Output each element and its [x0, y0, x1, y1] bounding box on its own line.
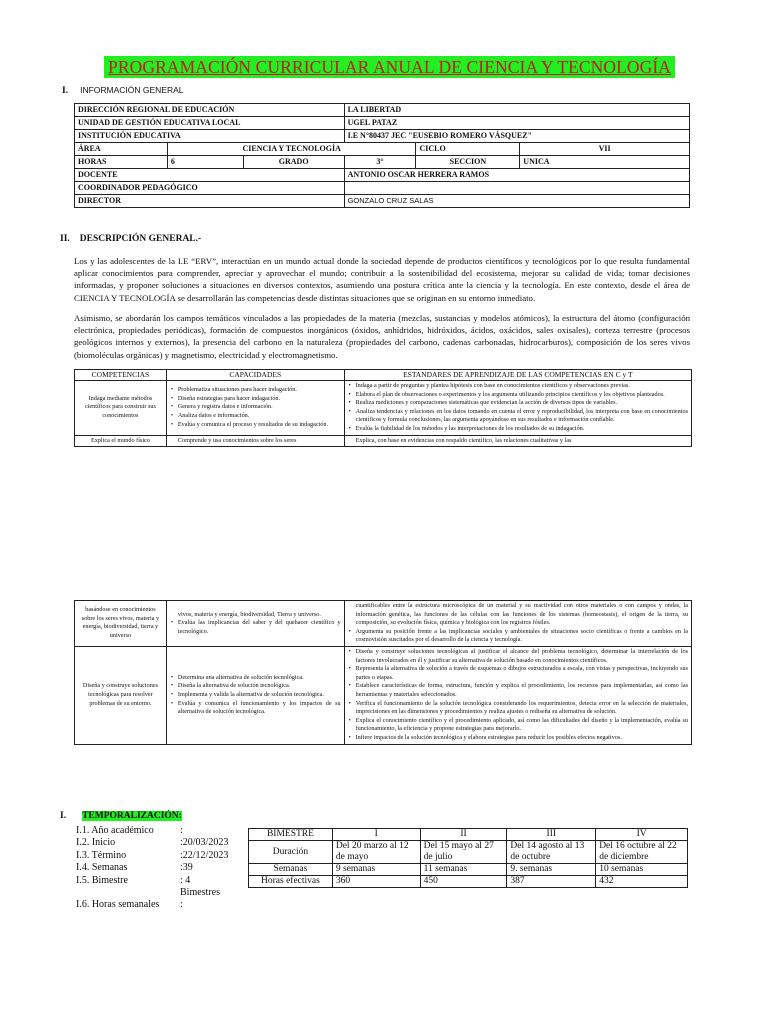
- capacidades-cell: [166, 646, 344, 744]
- description-paragraph-1: Los y las adolescentes de la I.E “ERV”, interactúan en un mundo actual donde la sociedad depende de productos científicos y tecnológicos por lo que resulta fundamental aplicar conocimientos para comprender, apreciar y aprovechar el mundo; contribuir a la sostenibilidad del ecosistema, mejorar su calidad de vida; tomar decisiones informadas, y proponer soluciones a situaciones en diversos contextos, asumiendo una postura crítica ante la ciencia y la tecnología. En este contexto, desde el área de CIENCIA Y TECNOLOGÍA se desarrollarán las competencias desde distintas situaciones que se originan en su entorno inmediato.: [74, 256, 690, 303]
- table-cell: Del 16 octubre al 22 de diciembre: [596, 841, 688, 864]
- list-item: • Implementa y valida la alternativa de solución tecnológica.: [178, 691, 341, 700]
- list-item: • Establece características de forma, estructura, función y explica el procedimiento, los recursos para implementarlas, así como las herramientas y materiales seleccionados.: [356, 682, 688, 699]
- list-item: • Argumenta su posición frente a las implicancias sociales y ambientales de situaciones socio científicas o frente a cambios en la cosmovisión suscitados por el desarrollo de la ciencia y tecnología.: [356, 628, 688, 645]
- list-item: • Comprende y usa conocimientos sobre los seres: [178, 437, 341, 446]
- ciclo-label: CICLO: [416, 143, 520, 156]
- section-number: I.: [60, 811, 67, 821]
- table-row: [75, 435, 692, 447]
- ugel-value: UGEL PATAZ: [344, 117, 689, 130]
- section-3-heading: [60, 811, 182, 821]
- list-item: • Evalúa y comunica el funcionamiento y los impactos de su alternativa de solución tecnológica.: [178, 700, 341, 717]
- table-row: [249, 864, 688, 876]
- temporal-key: I.5. Bimestre: [76, 874, 128, 886]
- column-header-competencias: COMPETENCIAS: [75, 370, 167, 381]
- table-cell: 11 semanas: [420, 864, 507, 876]
- table-row: [75, 156, 690, 169]
- estandares-cell: [344, 435, 691, 447]
- list-item: [76, 850, 229, 862]
- table-row: [75, 117, 690, 130]
- temporal-value: :22/12/2023: [180, 849, 229, 861]
- column-header: III: [507, 829, 596, 841]
- docente-label: DOCENTE: [75, 169, 345, 182]
- table-cell: Del 15 mayo al 27 de julio: [420, 841, 507, 864]
- table-cell: 360: [332, 876, 420, 888]
- list-item: • Analiza tendencias y relaciones en los datos tomando en cuenta el error y reproducibilidad, los interpreta con base en conocimientos científicos y formula conclusiones, las argumenta apoyándose en sus resultados e información confiable.: [356, 408, 688, 425]
- area-label: ÁREA: [75, 143, 168, 156]
- list-item: • Elabora el plan de observaciones o experimentos y los argumenta utilizando principios científicos y los objetivos planteados.: [356, 391, 688, 400]
- estandares-cell: [344, 646, 691, 744]
- table-row: [75, 195, 690, 208]
- bimestre-table: [248, 828, 688, 888]
- table-header-row: [75, 370, 692, 381]
- temporal-value: : 4 Bimestres: [180, 874, 220, 899]
- table-row: [75, 381, 692, 436]
- capacidades-cell: [166, 381, 344, 436]
- coordinador-label: COORDINADOR PEDAGÓGICO: [75, 182, 345, 195]
- table-cell: Del 20 marzo al 12 de mayo: [332, 841, 420, 864]
- director-value: GONZALO CRUZ SALAS: [344, 195, 689, 208]
- list-item: [76, 862, 229, 874]
- table-cell: 10 semanas: [596, 864, 688, 876]
- seccion-value: UNICA: [520, 156, 690, 169]
- column-header-capacidades: CAPACIDADES: [166, 370, 344, 381]
- ugel-label: UNIDAD DE GESTIÓN EDUCATIVA LOCAL: [75, 117, 345, 130]
- table-row: [249, 841, 688, 864]
- list-item: • Determina una alternativa de solución tecnológica.: [178, 674, 341, 683]
- horas-value: 6: [167, 156, 243, 169]
- director-label: DIRECTOR: [75, 195, 345, 208]
- dre-value: LA LIBERTAD: [344, 104, 689, 117]
- table-cell: Del 14 agosto al 13 de octubre: [507, 841, 596, 864]
- ciclo-value: VII: [520, 143, 690, 156]
- column-header: II: [420, 829, 507, 841]
- temporal-value: :39: [180, 862, 193, 874]
- list-item: • Genera y registra datos e información.: [178, 403, 341, 412]
- table-header-row: [249, 829, 688, 841]
- list-item: • Evalúa y comunica el proceso y resultados de su indagación.: [178, 421, 341, 430]
- table-row: [75, 601, 692, 647]
- competencia-cell: Diseña y construye soluciones tecnológicas para resolver problemas de su entorno.: [75, 646, 167, 744]
- column-header-estandares: ESTANDARES DE APRENDIZAJE DE LAS COMPETENCIAS EN C y T: [344, 370, 691, 381]
- description-paragraph-2: Asimismo, se abordarán los campos temáticos vinculados a las propiedades de la materia (mezclas, sustancias y modelos atómicos), la estructura del átomo (configuración electrónica, propiedades periódicas), formación de compuestos inorgánicos (óxidos, anhídridos, hidróxidos, ácidos, oxácidos, sales oxisales), corteza terrestre (procesos geológicos internos y externos), la presencia del carbono en la naturaleza (propiedades del carbono, cadenas carbonadas, hidrocarburos), composición de los seres vivos (biomoléculas orgánicas) y magnetismo, electricidad y electromagnetismo.: [74, 313, 690, 360]
- list-item: • Problematiza situaciones para hacer indagación.: [178, 386, 341, 395]
- temporal-key: I.1. Año académico: [76, 825, 154, 836]
- estandares-cell: [344, 381, 691, 436]
- list-item: • Verifica el funcionamiento de la solución tecnológica considerando los requerimientos, detecta error en la selección de materiales, imprecisiones en las dimensiones y procedimientos y realiza ajustes o rediseña su alternativa de solución.: [356, 700, 688, 717]
- temporal-value: :20/03/2023: [180, 837, 229, 849]
- list-item: • Representa la alternativa de solución a través de esquemas o dibujos estructurados a escala, con vistas y perspectivas, incluyendo sus partes o etapas.: [356, 665, 688, 682]
- area-value: CIENCIA Y TECNOLOGÍA: [167, 143, 416, 156]
- temporal-key: I.6. Horas semanales: [76, 899, 160, 911]
- competencies-table-part-2: [74, 600, 692, 745]
- document-title: PROGRAMACIÓN CURRICULAR ANUAL DE CIENCIA Y TECNOLOGÍA: [104, 56, 675, 78]
- competencia-cell: Explica el mundo físico: [75, 435, 167, 447]
- section-number: II.: [60, 234, 70, 244]
- docente-value: ANTONIO OSCAR HERRERA RAMOS: [344, 169, 689, 182]
- temporal-value: :: [180, 825, 183, 836]
- table-row: [75, 646, 692, 744]
- list-item: • Evalúa la fiabilidad de los métodos y las interpretaciones de los resultados de su indagación.: [356, 425, 688, 434]
- capacidades-lead: vivos, materia y energía, biodiversidad, Tierra y universo.: [177, 610, 321, 618]
- estandares-cell: [344, 601, 691, 647]
- list-item: • Diseña estrategias para hacer indagación.: [178, 395, 341, 404]
- table-row: [249, 876, 688, 888]
- temporalization-list: [76, 825, 229, 912]
- competencia-cell: basándose en conocimientos sobre los seres vivos, materia y energía, biodiversidad, tierra y universo: [75, 601, 167, 647]
- competencies-table-part-1: [74, 369, 692, 447]
- capacidades-cell: [166, 601, 344, 647]
- table-row: [75, 143, 690, 156]
- capacidades-cell: [166, 435, 344, 447]
- table-row: [75, 104, 690, 117]
- section-label: TEMPORALIZACIÓN:: [82, 811, 182, 821]
- list-item: • Analiza datos e información.: [178, 412, 341, 421]
- coordinador-value: [344, 182, 689, 195]
- column-header: BIMESTRE: [249, 829, 333, 841]
- column-header: IV: [596, 829, 688, 841]
- table-cell: 387: [507, 876, 596, 888]
- table-cell: 450: [420, 876, 507, 888]
- table-cell: 9. semanas: [507, 864, 596, 876]
- table-cell: 432: [596, 876, 688, 888]
- list-item: • Realiza mediciones y comparaciones sistemáticas que evidencian la acción de diversos tipos de variables.: [356, 399, 688, 408]
- grado-label: GRADO: [243, 156, 344, 169]
- section-number: I.: [62, 86, 69, 96]
- list-item: • Indaga a partir de preguntas y plantea hipótesis con base en conocimientos científicos y observaciones previas.: [356, 382, 688, 391]
- horas-label: HORAS: [75, 156, 168, 169]
- table-cell: 9 semanas: [332, 864, 420, 876]
- list-item: • Explica el conocimiento científico y el procedimiento aplicado, así como las dificultades del diseño y la implementación, evalúa su funcionamiento, la eficiencia y propone estrategias para mejorarlo.: [356, 717, 688, 734]
- table-row: [75, 169, 690, 182]
- temporal-key: I.3. Término: [76, 849, 127, 861]
- list-item: • Diseña y construye soluciones tecnológicas al justificar el alcance del problema tecnológico, determinar la interrelación de los factores involucrados en él y justificar su alternativa de solución basado en conocimientos científicos.: [356, 648, 688, 665]
- temporal-key: I.2. Inicio: [76, 837, 116, 849]
- list-item: • Evalúa las implicancias del saber y del quehacer científico y tecnológico.: [178, 619, 341, 636]
- section-label: INFORMACIÓN GENERAL: [80, 85, 184, 95]
- row-label: Duración: [249, 841, 333, 864]
- temporal-key: I.4. Semanas: [76, 862, 128, 874]
- ie-label: INSTITUCIÓN EDUCATIVA: [75, 130, 345, 143]
- estandares-lead: cuantificables entre la estructura microscópica de un material y su reactividad con otros materiales o con campos y ondas, la información genética, las funciones de las células con las funciones de los sistemas (homeostasis), el origen de la tierra, su composición, su evolución física, química y biológica con los registros fósiles.: [355, 602, 688, 627]
- section-2-heading: [60, 234, 201, 244]
- table-row: [75, 130, 690, 143]
- section-label: DESCRIPCIÓN GENERAL.-: [79, 234, 202, 244]
- seccion-label: SECCION: [416, 156, 520, 169]
- list-item: [76, 837, 229, 849]
- list-item: • Infiere impactos de la solución tecnológica y elabora estrategias para reducir los posibles efectos negativos.: [356, 734, 688, 743]
- list-item: [76, 825, 229, 837]
- dre-label: DIRECCIÓN REGIONAL DE EDUCACIÓN: [75, 104, 345, 117]
- ie-value: I.E N°80437 JEC "EUSEBIO ROMERO VÁSQUEZ": [344, 130, 689, 143]
- row-label: Semanas: [249, 864, 333, 876]
- list-item: [76, 875, 229, 900]
- row-label: Horas efectivas: [249, 876, 333, 888]
- competencia-cell: Indaga mediante métodos científicos para construir sus conocimientos: [75, 381, 167, 436]
- section-1-heading: [62, 85, 184, 96]
- column-header: I: [332, 829, 420, 841]
- list-item: • Explica, con base en evidencias con respaldo científico, las relaciones cualitativas y las: [356, 437, 688, 446]
- temporal-value: :: [180, 899, 183, 911]
- table-row: [75, 182, 690, 195]
- grado-value: 3°: [344, 156, 416, 169]
- general-info-table: [74, 103, 690, 208]
- list-item: • Diseña la alternativa de solución tecnológica.: [178, 682, 341, 691]
- list-item: [76, 899, 229, 911]
